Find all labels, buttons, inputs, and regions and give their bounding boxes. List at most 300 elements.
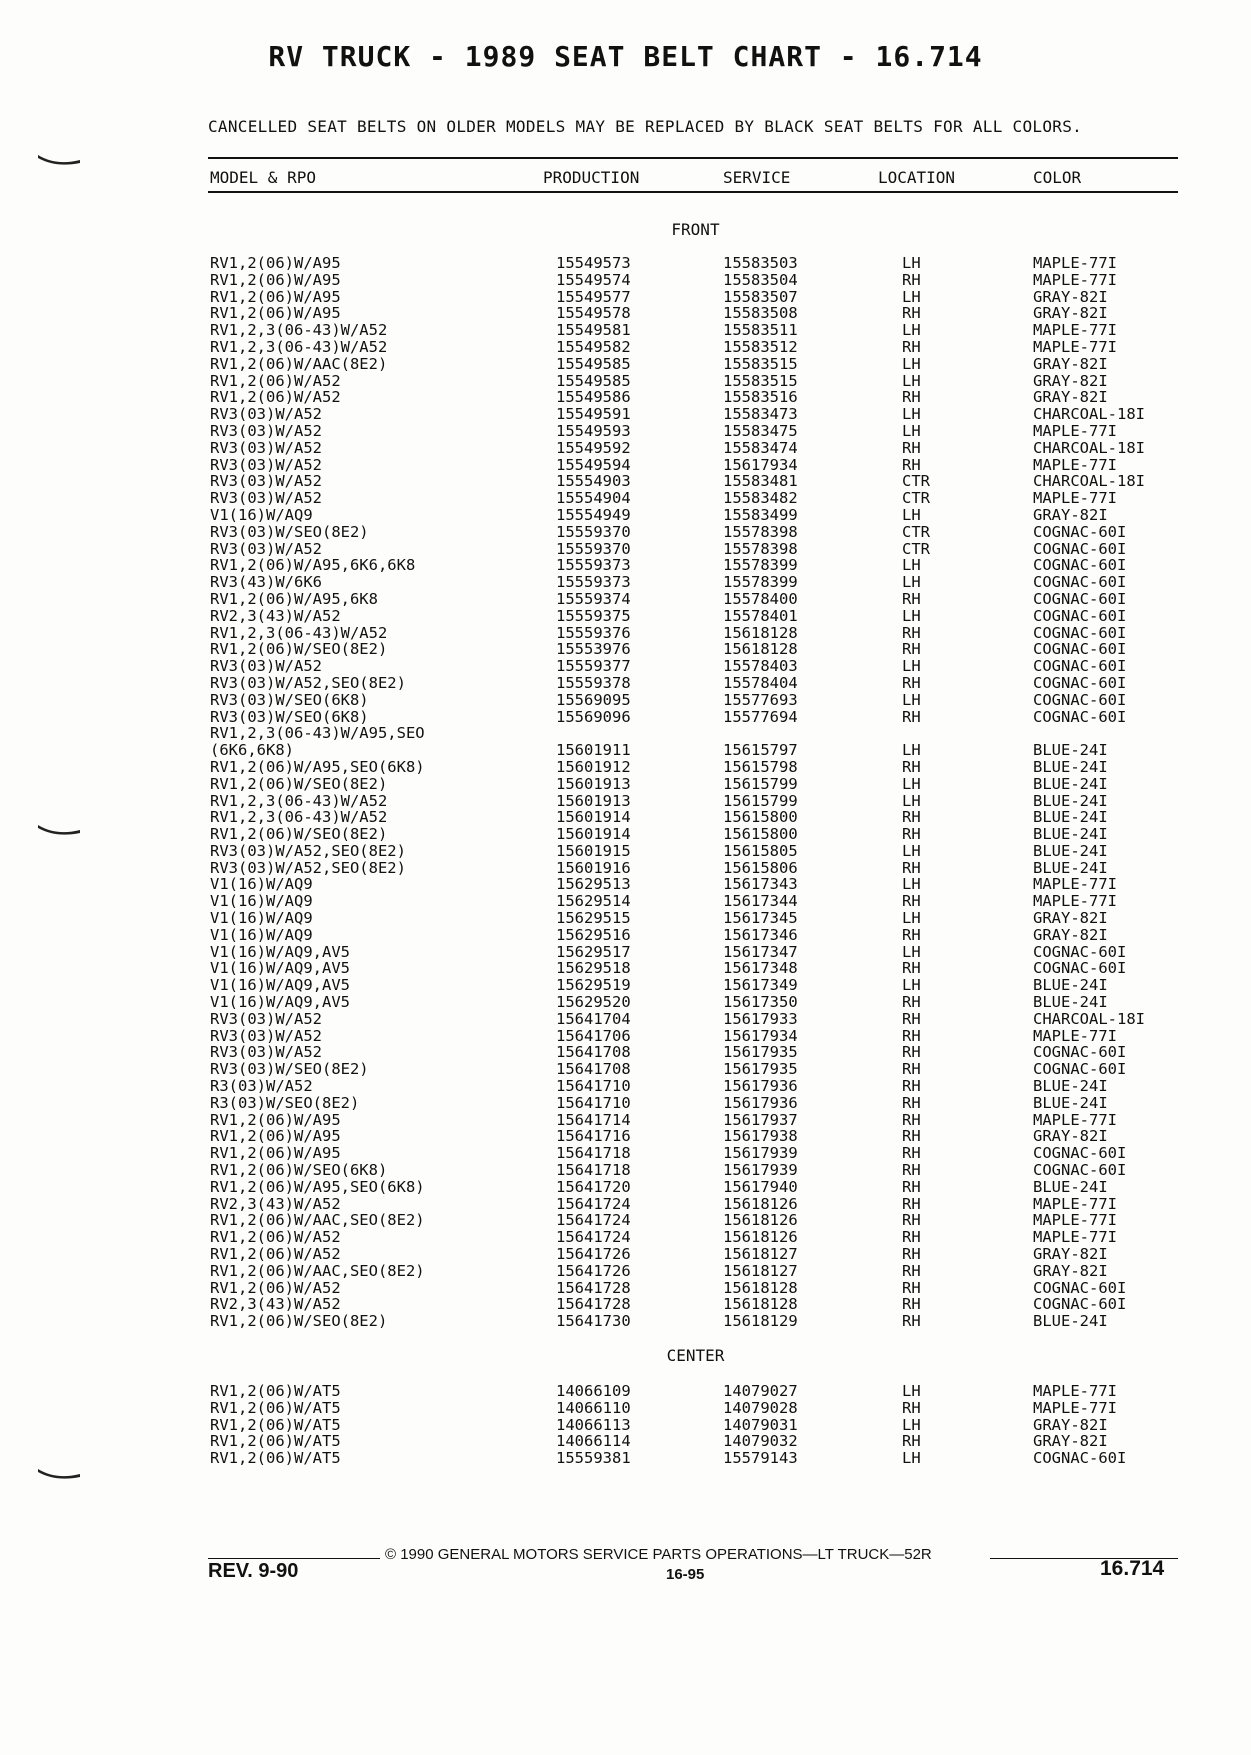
header-production: PRODUCTION (543, 168, 640, 187)
cell-location: LH (902, 1449, 921, 1468)
cell-color: CHARCOAL-18I (1033, 472, 1145, 491)
table-row (0, 322, 1251, 339)
cell-service: 15583475 (723, 421, 798, 440)
cell-color: MAPLE-77I (1033, 489, 1117, 508)
cell-color: COGNAC-60I (1033, 1295, 1127, 1314)
cell-color: GRAY-82I (1033, 287, 1108, 306)
cell-model: V1(16)W/AQ9 (210, 925, 313, 944)
cell-production: 15601915 (556, 841, 631, 860)
cell-production: 15601913 (556, 791, 631, 810)
cell-model: RV3(03)W/A52 (210, 1043, 322, 1062)
cell-color: COGNAC-60I (1033, 623, 1127, 642)
header-service: SERVICE (723, 168, 791, 187)
cell-service: 15617346 (723, 925, 798, 944)
cell-model: RV1,2(06)W/A52 (210, 1278, 341, 1297)
cell-location: LH (902, 741, 921, 760)
cell-production: 15629518 (556, 959, 631, 978)
cell-model: RV1,2(06)W/AT5 (210, 1398, 341, 1417)
cell-production: 15559375 (556, 606, 631, 625)
cell-service: 14079027 (723, 1382, 798, 1400)
cell-service: 15615799 (723, 791, 798, 810)
cell-production: 14066109 (556, 1382, 631, 1400)
cell-model: RV3(03)W/A52 (210, 455, 322, 474)
cell-location: RH (902, 1144, 921, 1163)
cell-location: RH (902, 858, 921, 877)
table-row (0, 473, 1251, 490)
cell-model: RV1,2(06)W/AAC,SEO(8E2) (210, 1261, 425, 1280)
table-row (0, 255, 1251, 272)
cell-model: V1(16)W/AQ9 (210, 909, 313, 928)
cell-model: R3(03)W/A52 (210, 1077, 313, 1096)
cell-color: MAPLE-77I (1033, 254, 1117, 272)
cell-location: RH (902, 1278, 921, 1297)
table-row (0, 776, 1251, 793)
cell-color: BLUE-24I (1033, 825, 1108, 844)
cell-color: BLUE-24I (1033, 858, 1108, 877)
cell-location: LH (902, 606, 921, 625)
cell-service: 15617935 (723, 1043, 798, 1062)
cell-color: COGNAC-60I (1033, 1161, 1127, 1180)
cell-color: MAPLE-77I (1033, 892, 1117, 911)
cell-location: LH (902, 976, 921, 995)
cell-model: RV1,2(06)W/A95 (210, 287, 341, 306)
cell-location: RH (902, 1312, 921, 1331)
cell-production: 15601911 (556, 741, 631, 760)
cell-model: RV3(03)W/A52 (210, 421, 322, 440)
cell-production: 15641724 (556, 1211, 631, 1230)
cell-location: RH (902, 1009, 921, 1028)
cell-service: 15578399 (723, 556, 798, 575)
header-bottom-rule (208, 191, 1178, 193)
cell-production: 15559381 (556, 1449, 631, 1468)
table-row (0, 524, 1251, 541)
table-row (0, 1383, 1251, 1400)
cell-service: 15583511 (723, 321, 798, 340)
cell-model: RV1,2(06)W/A95,SEO(6K8) (210, 1177, 425, 1196)
cell-location: RH (902, 1194, 921, 1213)
cell-location: RH (902, 1177, 921, 1196)
cell-production: 15641718 (556, 1161, 631, 1180)
cell-model: RV3(03)W/A52,SEO(8E2) (210, 841, 406, 860)
cell-location: RH (902, 1161, 921, 1180)
cell-model: RV3(03)W/SEO(8E2) (210, 522, 369, 541)
cell-production: 15641728 (556, 1295, 631, 1314)
cell-location: RH (902, 825, 921, 844)
binder-hole-mark-middle (36, 822, 82, 836)
cell-production: 15569096 (556, 707, 631, 726)
cell-location: RH (902, 1261, 921, 1280)
cell-service: 15617344 (723, 892, 798, 911)
table-row (0, 994, 1251, 1011)
cell-model: RV1,2(06)W/A52 (210, 371, 341, 390)
cell-production: 15641720 (556, 1177, 631, 1196)
cell-service: 15617934 (723, 1026, 798, 1045)
cell-color: GRAY-82I (1033, 354, 1108, 373)
cell-location: RH (902, 808, 921, 827)
cell-production: 14066113 (556, 1415, 631, 1434)
column-header-row (0, 168, 1251, 188)
table-row (0, 1296, 1251, 1313)
cell-service: 15583507 (723, 287, 798, 306)
cell-color: MAPLE-77I (1033, 1110, 1117, 1129)
cell-service: 15617936 (723, 1093, 798, 1112)
cell-model: RV1,2(06)W/AAC,SEO(8E2) (210, 1211, 425, 1230)
cell-model: RV1,2(06)W/A95,6K6,6K8 (210, 556, 416, 575)
table-row (0, 1078, 1251, 1095)
cell-location: RH (902, 270, 921, 289)
cell-color: MAPLE-77I (1033, 321, 1117, 340)
header-top-rule (208, 157, 1178, 159)
table-row (0, 692, 1251, 709)
cell-service: 15583508 (723, 304, 798, 323)
cell-model: RV1,2(06)W/SEO(6K8) (210, 1161, 388, 1180)
cell-color: MAPLE-77I (1033, 421, 1117, 440)
table-row (0, 759, 1251, 776)
cell-color: COGNAC-60I (1033, 573, 1127, 592)
cell-production: 15601913 (556, 774, 631, 793)
table-row (0, 893, 1251, 910)
cell-location: RH (902, 1026, 921, 1045)
cell-model: RV1,2(06)W/AT5 (210, 1432, 341, 1451)
cell-color: MAPLE-77I (1033, 1382, 1117, 1400)
cell-service: 15618128 (723, 1295, 798, 1314)
cell-location: RH (902, 673, 921, 692)
cell-location: LH (902, 841, 921, 860)
cell-model: RV1,2(06)W/A95 (210, 270, 341, 289)
cell-model: RV1,2(06)W/A95,SEO(6K8) (210, 757, 425, 776)
cell-color: MAPLE-77I (1033, 1228, 1117, 1247)
cell-production: 15559374 (556, 589, 631, 608)
table-row (0, 860, 1251, 877)
cell-service: 15618126 (723, 1211, 798, 1230)
cell-color: GRAY-82I (1033, 925, 1108, 944)
cell-service: 15617938 (723, 1127, 798, 1146)
cell-model: RV1,2(06)W/A95 (210, 1110, 341, 1129)
cell-location: RH (902, 1295, 921, 1314)
cell-service: 15617939 (723, 1161, 798, 1180)
cell-model: RV1,2(06)W/A95 (210, 254, 341, 272)
cell-production: 15559370 (556, 539, 631, 558)
table-row (0, 591, 1251, 608)
cell-location: LH (902, 287, 921, 306)
cell-service: 15618128 (723, 1278, 798, 1297)
table-row (0, 625, 1251, 642)
table-row (0, 1280, 1251, 1297)
cell-service: 15583504 (723, 270, 798, 289)
cell-production: 15641718 (556, 1144, 631, 1163)
table-row (0, 742, 1251, 759)
cell-production: 15629515 (556, 909, 631, 928)
table-row (0, 1162, 1251, 1179)
cell-color: MAPLE-77I (1033, 455, 1117, 474)
cell-service: 15617939 (723, 1144, 798, 1163)
cell-location: RH (902, 438, 921, 457)
cell-model: V1(16)W/AQ9,AV5 (210, 959, 350, 978)
cell-location: LH (902, 556, 921, 575)
cell-color: COGNAC-60I (1033, 522, 1127, 541)
table-row (0, 709, 1251, 726)
cell-location: RH (902, 304, 921, 323)
cell-location: LH (902, 505, 921, 524)
cell-model: RV1,2(06)W/A95,6K8 (210, 589, 378, 608)
cell-production: 15629517 (556, 942, 631, 961)
table-row (0, 1196, 1251, 1213)
cell-color: COGNAC-60I (1033, 1144, 1127, 1163)
table-row (0, 373, 1251, 390)
cell-color: GRAY-82I (1033, 1245, 1108, 1264)
cell-production: 15549593 (556, 421, 631, 440)
cell-model: RV2,3(43)W/A52 (210, 1194, 341, 1213)
cell-service: 15617937 (723, 1110, 798, 1129)
table-row (0, 1145, 1251, 1162)
cell-service: 15578403 (723, 657, 798, 676)
table-row (0, 423, 1251, 440)
section-center-heading: CENTER (666, 1346, 725, 1365)
cell-production: 15559377 (556, 657, 631, 676)
cell-service: 14079032 (723, 1432, 798, 1451)
table-row (0, 1313, 1251, 1330)
table-row (0, 289, 1251, 306)
cell-service: 15618129 (723, 1312, 798, 1331)
footer-copyright: © 1990 GENERAL MOTORS SERVICE PARTS OPERATIONS—LT TRUCK—52R (385, 1546, 932, 1563)
cell-location: RH (902, 1043, 921, 1062)
cell-location: CTR (902, 489, 930, 508)
cell-model: V1(16)W/AQ9 (210, 892, 313, 911)
cell-service: 15617347 (723, 942, 798, 961)
cell-model: RV1,2,3(06-43)W/A52 (210, 808, 388, 827)
table-row (0, 440, 1251, 457)
cell-service: 15578399 (723, 573, 798, 592)
table-row (0, 927, 1251, 944)
cell-model: RV3(03)W/A52 (210, 1009, 322, 1028)
cell-production: 15569095 (556, 690, 631, 709)
cell-color: COGNAC-60I (1033, 673, 1127, 692)
cell-service: 15617348 (723, 959, 798, 978)
cell-service: 15583474 (723, 438, 798, 457)
cell-location: LH (902, 421, 921, 440)
table-row (0, 1263, 1251, 1280)
cell-model: RV1,2(06)W/A52 (210, 1245, 341, 1264)
table-row (0, 507, 1251, 524)
cell-model: V1(16)W/AQ9,AV5 (210, 976, 350, 995)
cell-model: RV3(03)W/A52 (210, 438, 322, 457)
cell-color: CHARCOAL-18I (1033, 1009, 1145, 1028)
cell-production: 15549582 (556, 337, 631, 356)
table-row (0, 305, 1251, 322)
table-row (0, 1400, 1251, 1417)
cell-location: RH (902, 589, 921, 608)
cell-production: 15601914 (556, 808, 631, 827)
cell-color: BLUE-24I (1033, 1077, 1108, 1096)
cell-production: 15559370 (556, 522, 631, 541)
cell-model: RV3(03)W/SEO(6K8) (210, 707, 369, 726)
cell-production: 15554904 (556, 489, 631, 508)
table-row (0, 1044, 1251, 1061)
cell-production: 15549591 (556, 405, 631, 424)
cell-location: RH (902, 1432, 921, 1451)
cell-model: RV1,2(06)W/AT5 (210, 1415, 341, 1434)
table-row (0, 977, 1251, 994)
cell-production: 15641724 (556, 1228, 631, 1247)
cell-color: GRAY-82I (1033, 304, 1108, 323)
cell-color: COGNAC-60I (1033, 942, 1127, 961)
cell-production: 15641726 (556, 1261, 631, 1280)
cell-color: MAPLE-77I (1033, 1026, 1117, 1045)
cell-production: 15629520 (556, 993, 631, 1012)
cell-color: BLUE-24I (1033, 741, 1108, 760)
cell-model: RV1,2(06)W/A95 (210, 304, 341, 323)
cell-model: RV1,2(06)W/SEO(8E2) (210, 774, 388, 793)
table-row (0, 1061, 1251, 1078)
table-row (0, 1112, 1251, 1129)
cell-production: 15601916 (556, 858, 631, 877)
cell-production: 15554903 (556, 472, 631, 491)
table-row (0, 641, 1251, 658)
cell-model: RV3(03)W/A52 (210, 489, 322, 508)
cell-color: COGNAC-60I (1033, 556, 1127, 575)
cell-production: 15549577 (556, 287, 631, 306)
cell-model: RV3(03)W/A52,SEO(8E2) (210, 858, 406, 877)
cell-service: 15578400 (723, 589, 798, 608)
cell-service: 15615797 (723, 741, 798, 760)
cell-production: 15641730 (556, 1312, 631, 1331)
cell-location: LH (902, 791, 921, 810)
table-row (0, 793, 1251, 810)
cell-model: RV1,2(06)W/SEO(8E2) (210, 640, 388, 659)
cell-service: 15583499 (723, 505, 798, 524)
cell-production: 14066114 (556, 1432, 631, 1451)
cell-model: RV1,2(06)W/A95 (210, 1127, 341, 1146)
table-row (0, 1212, 1251, 1229)
cell-production: 15549578 (556, 304, 631, 323)
cell-location: LH (902, 774, 921, 793)
cell-location: CTR (902, 539, 930, 558)
cell-color: COGNAC-60I (1033, 1449, 1127, 1468)
cell-production: 15549594 (556, 455, 631, 474)
table-row (0, 809, 1251, 826)
cell-color: MAPLE-77I (1033, 1194, 1117, 1213)
cell-service: 15618128 (723, 640, 798, 659)
center-table (0, 1383, 1251, 1467)
cell-service: 15578398 (723, 539, 798, 558)
cell-color: CHARCOAL-18I (1033, 405, 1145, 424)
cell-service: 15583516 (723, 388, 798, 407)
cell-location: RH (902, 707, 921, 726)
table-row (0, 944, 1251, 961)
cell-location: RH (902, 1093, 921, 1112)
table-row (0, 608, 1251, 625)
cell-color: BLUE-24I (1033, 757, 1108, 776)
header-color: COLOR (1033, 168, 1082, 187)
cell-service: 15583481 (723, 472, 798, 491)
cell-service: 15577693 (723, 690, 798, 709)
revision-label: REV. 9-90 (208, 1560, 299, 1582)
cell-model: V1(16)W/AQ9,AV5 (210, 942, 350, 961)
cell-model: RV3(43)W/6K6 (210, 573, 322, 592)
cell-model: R3(03)W/SEO(8E2) (210, 1093, 360, 1112)
cell-model: RV1,2,3(06-43)W/A52 (210, 321, 388, 340)
cell-color: BLUE-24I (1033, 1312, 1108, 1331)
cell-color: COGNAC-60I (1033, 707, 1127, 726)
cell-location: RH (902, 925, 921, 944)
cell-model: RV1,2,3(06-43)W/A52 (210, 337, 388, 356)
cell-service: 14079031 (723, 1415, 798, 1434)
cell-model: RV1,2(06)W/SEO(8E2) (210, 825, 388, 844)
cell-color: GRAY-82I (1033, 909, 1108, 928)
replacement-notice: CANCELLED SEAT BELTS ON OLDER MODELS MAY BE REPLACED BY BLACK SEAT BELTS FOR ALL COLORS. (208, 117, 1083, 136)
cell-model: RV1,2,3(06-43)W/A95,SEO (210, 724, 425, 743)
cell-production: 15629514 (556, 892, 631, 911)
cell-color: BLUE-24I (1033, 993, 1108, 1012)
cell-service: 14079028 (723, 1398, 798, 1417)
cell-color: COGNAC-60I (1033, 1060, 1127, 1079)
cell-model: RV1,2(06)W/SEO(8E2) (210, 1312, 388, 1331)
cell-model: RV1,2,3(06-43)W/A52 (210, 623, 388, 642)
cell-location: RH (902, 455, 921, 474)
page-title: RV TRUCK - 1989 SEAT BELT CHART - 16.714 (268, 40, 983, 73)
section-number: 16.714 (1100, 1557, 1165, 1580)
cell-location: LH (902, 942, 921, 961)
cell-color: BLUE-24I (1033, 841, 1108, 860)
cell-color: COGNAC-60I (1033, 690, 1127, 709)
cell-production: 15641708 (556, 1060, 631, 1079)
cell-location: RH (902, 1110, 921, 1129)
cell-production: 14066110 (556, 1398, 631, 1417)
cell-model: RV3(03)W/A52 (210, 657, 322, 676)
cell-model: V1(16)W/AQ9 (210, 875, 313, 894)
cell-color: BLUE-24I (1033, 774, 1108, 793)
cell-production: 15559373 (556, 556, 631, 575)
cell-production: 15641716 (556, 1127, 631, 1146)
cell-model: RV3(03)W/A52,SEO(8E2) (210, 673, 406, 692)
cell-model: V1(16)W/AQ9,AV5 (210, 993, 350, 1012)
cell-production: 15641708 (556, 1043, 631, 1062)
cell-color: COGNAC-60I (1033, 1278, 1127, 1297)
table-row (0, 960, 1251, 977)
cell-color: BLUE-24I (1033, 976, 1108, 995)
cell-model: RV1,2(06)W/AT5 (210, 1382, 341, 1400)
cell-color: MAPLE-77I (1033, 1211, 1117, 1230)
cell-service: 15617936 (723, 1077, 798, 1096)
table-row (0, 389, 1251, 406)
cell-production: 15641704 (556, 1009, 631, 1028)
cell-color: COGNAC-60I (1033, 539, 1127, 558)
cell-color: BLUE-24I (1033, 1177, 1108, 1196)
table-row (0, 876, 1251, 893)
cell-service: 15578398 (723, 522, 798, 541)
cell-service: 15579143 (723, 1449, 798, 1468)
cell-model: RV2,3(43)W/A52 (210, 1295, 341, 1314)
cell-production: 15559373 (556, 573, 631, 592)
cell-production: 15549585 (556, 371, 631, 390)
cell-location: RH (902, 1245, 921, 1264)
cell-service: 15615799 (723, 774, 798, 793)
cell-color: MAPLE-77I (1033, 270, 1117, 289)
cell-color: BLUE-24I (1033, 1093, 1108, 1112)
cell-service: 15617349 (723, 976, 798, 995)
cell-service: 15617343 (723, 875, 798, 894)
cell-service: 15618128 (723, 623, 798, 642)
cell-production: 15629519 (556, 976, 631, 995)
cell-service: 15583515 (723, 371, 798, 390)
cell-production: 15549573 (556, 254, 631, 272)
cell-color: CHARCOAL-18I (1033, 438, 1145, 457)
cell-model: RV3(03)W/SEO(8E2) (210, 1060, 369, 1079)
cell-location: LH (902, 354, 921, 373)
cell-service: 15618127 (723, 1261, 798, 1280)
page-number: 16-95 (666, 1566, 705, 1583)
cell-color: GRAY-82I (1033, 1415, 1108, 1434)
